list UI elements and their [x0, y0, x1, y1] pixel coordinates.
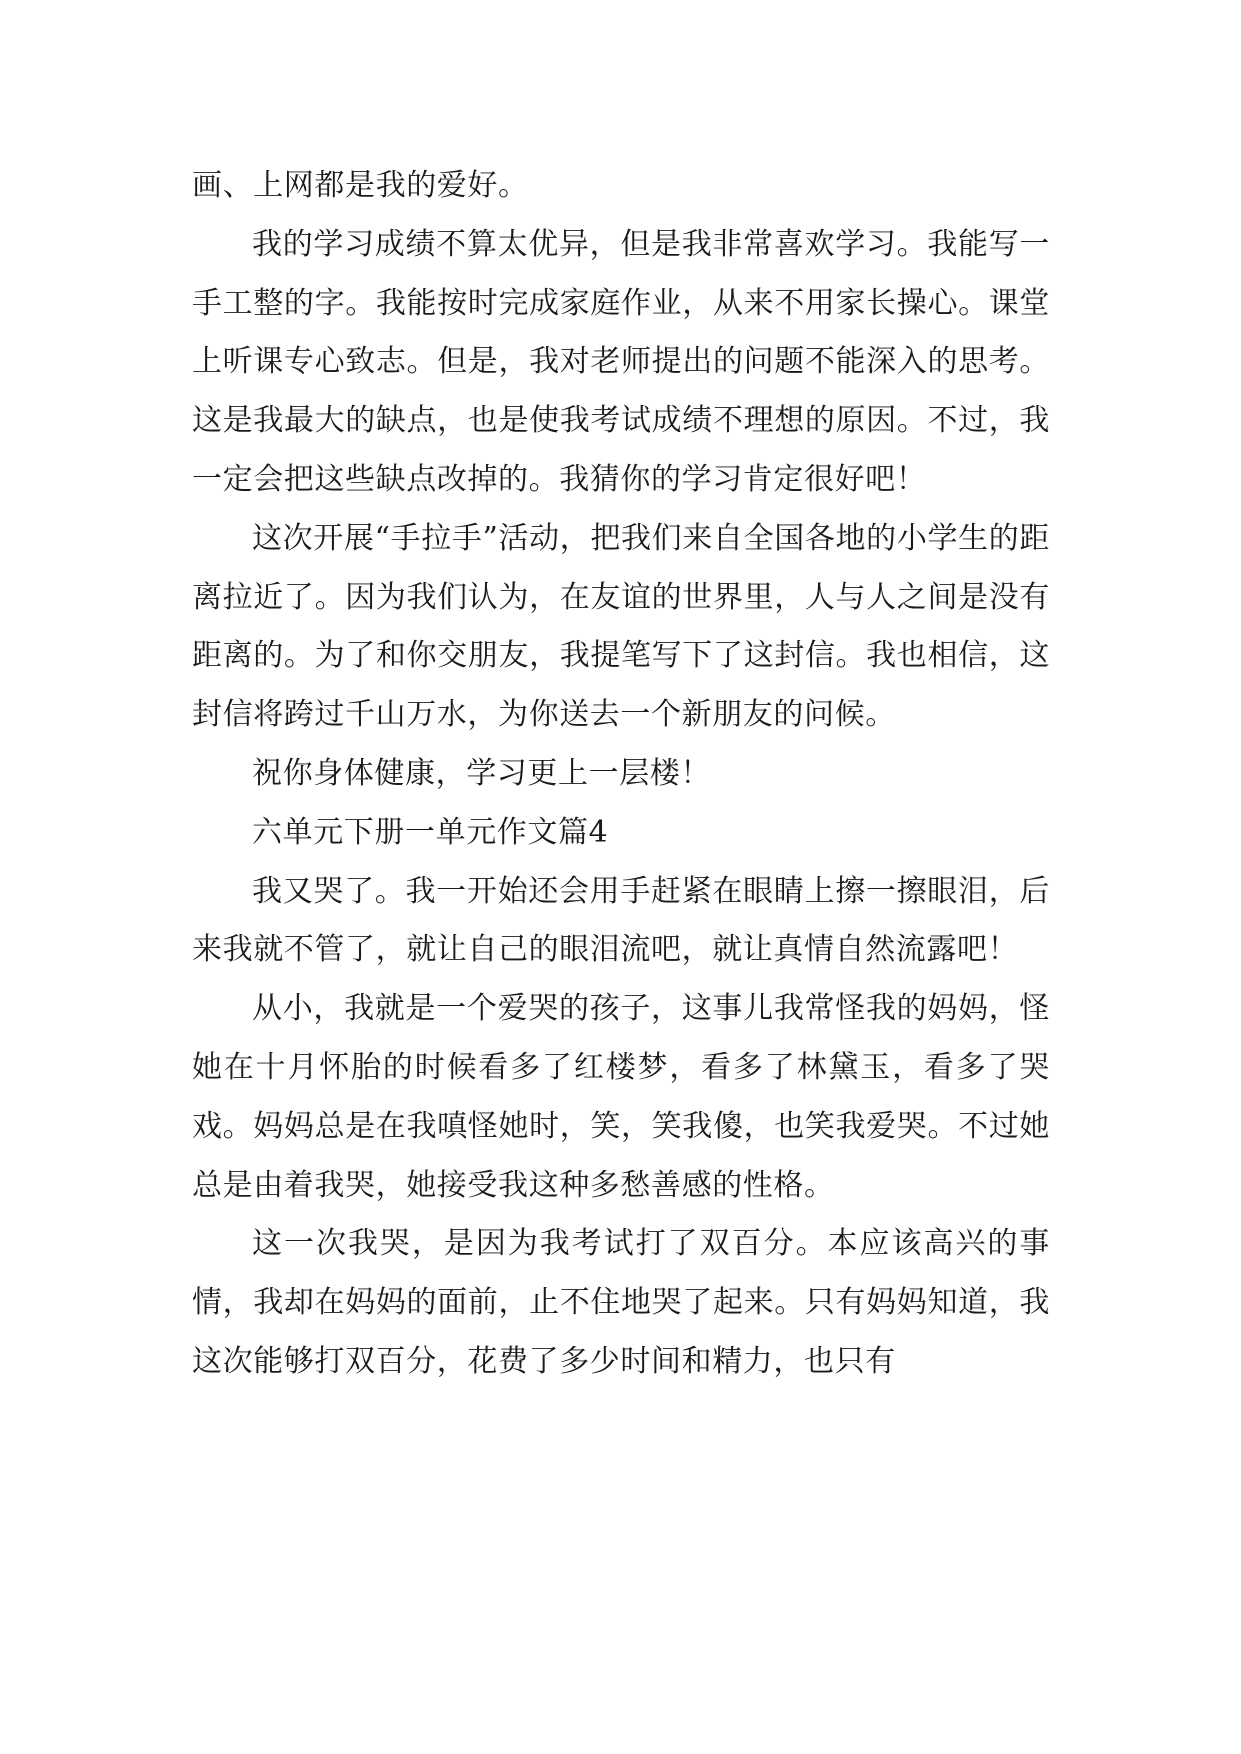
- paragraph-childhood: 从小，我就是一个爱哭的孩子，这事儿我常怪我的妈妈，怪她在十月怀胎的时候看多了红楼梦，看多了林黛玉，看多了哭戏。妈妈总是在我嗔怪她时，笑，笑我傻，也笑我爱哭。不过她总是由着我哭，她接受我这种多愁善感的性格。: [192, 991, 1050, 1203]
- paragraph-cried-again: 我又哭了。我一开始还会用手赶紧在眼睛上擦一擦眼泪，后来我就不管了，就让自己的眼泪流吧，就让真情自然流露吧！: [192, 873, 1050, 968]
- paragraph-wishes: 祝你身体健康，学习更上一层楼！: [252, 755, 711, 791]
- paragraph-study: 我的学习成绩不算太优异，但是我非常喜欢学习。我能写一手工整的字。我能按时完成家庭作业，从来不用家长操心。课堂上听课专心致志。但是，我对老师提出的问题不能深入的思考。这是我最大的缺点，也是使我考试成绩不理想的原因。不过，我一定会把这些缺点改掉的。我猜你的学习肯定很好吧！: [192, 226, 1050, 497]
- paragraph-exam: 这一次我哭，是因为我考试打了双百分。本应该高兴的事情，我却在妈妈的面前，止不住地哭了起来。只有妈妈知道，我这次能够打双百分，花费了多少时间和精力，也只有: [192, 1226, 1050, 1379]
- section-heading: 六单元下册一单元作文篇4: [252, 814, 609, 850]
- paragraph-continuation: 画、上网都是我的爱好。: [192, 168, 529, 203]
- document-body: [192, 157, 1050, 1392]
- paragraph-hand-in-hand: 这次开展“手拉手”活动，把我们来自全国各地的小学生的距离拉近了。因为我们认为，在友谊的世界里，人与人之间是没有距离的。为了和你交朋友，我提笔写下了这封信。我也相信，这封信将跨过千山万水，为你送去一个新朋友的问候。: [192, 520, 1050, 733]
